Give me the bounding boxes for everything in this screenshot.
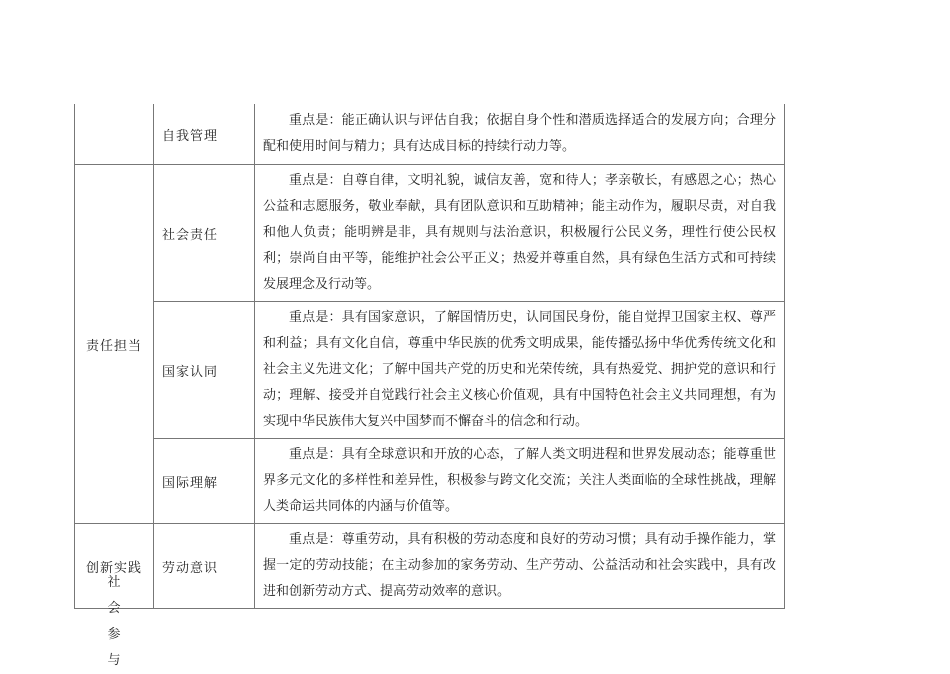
category-cell: 责任担当: [75, 165, 154, 524]
item-cell: 劳动意识: [154, 524, 255, 609]
item-cell: 社会责任: [154, 165, 255, 302]
content-cell: [255, 524, 785, 609]
vertical-char: 社: [107, 575, 121, 590]
table-row: [75, 302, 785, 439]
table-row: [75, 439, 785, 524]
content-cell: [255, 439, 785, 524]
content-text: 重点是：能正确认识与评估自我；依据自身个性和潜质选择适合的发展方向；合理分配和使用时间与精力；具有达成目标的持续行动力等。: [263, 113, 776, 154]
category-cell: [75, 104, 154, 165]
vertical-char: 参: [107, 627, 121, 642]
content-text: 重点是：自尊自律，文明礼貌，诚信友善，宽和待人；孝亲敬长，有感恩之心；热心公益和志愿服务，敬业奉献，具有团队意识和互助精神；能主动作为，履职尽责，对自我和他人负责；能明辨是非，具有规则与法治意识，积极履行公民义务，理性行使公民权利；崇尚自由平等，能维护社会公平正义；热爱并尊重自然，具有绿色生活方式和可持续发展理念及行动等。: [263, 173, 776, 292]
vertical-char: 与: [107, 653, 121, 668]
table-row: [75, 104, 785, 165]
content-cell: [255, 104, 785, 165]
table-row: [75, 165, 785, 302]
table-row: [75, 524, 785, 609]
content-text: 重点是：具有全球意识和开放的心态，了解人类文明进程和世界发展动态；能尊重世界多元文化的多样性和差异性，积极参与跨文化交流；关注人类面临的全球性挑战，理解人类命运共同体的内涵与价值等。: [263, 447, 776, 514]
category-cell: 创新实践: [75, 524, 154, 609]
literacy-table-container: [74, 104, 785, 599]
item-cell: 国家认同: [154, 302, 255, 439]
content-text: 重点是：具有国家意识，了解国情历史，认同国民身份，能自觉捍卫国家主权、尊严和利益；具有文化自信，尊重中华民族的优秀文明成果，能传播弘扬中华优秀传统文化和社会主义先进文化；了解中国共产党的历史和光荣传统，具有热爱党、拥护党的意识和行动；理解、接受并自觉践行社会主义核心价值观，具有中国特色社会主义共同理想，有为实现中华民族伟大复兴中国梦而不懈奋斗的信念和行动。: [263, 310, 776, 429]
item-cell: 自我管理: [154, 104, 255, 165]
item-cell: 国际理解: [154, 439, 255, 524]
content-text: 重点是：尊重劳动，具有积极的劳动态度和良好的劳动习惯；具有动手操作能力，掌握一定的劳动技能；在主动参加的家务劳动、生产劳动、公益活动和社会实践中，具有改进和创新劳动方式、提高劳动效率的意识。: [263, 532, 776, 599]
vertical-category-label: [104, 570, 124, 674]
content-cell: [255, 302, 785, 439]
content-cell: [255, 165, 785, 302]
literacy-table: [74, 104, 785, 609]
vertical-char: 会: [107, 601, 121, 616]
